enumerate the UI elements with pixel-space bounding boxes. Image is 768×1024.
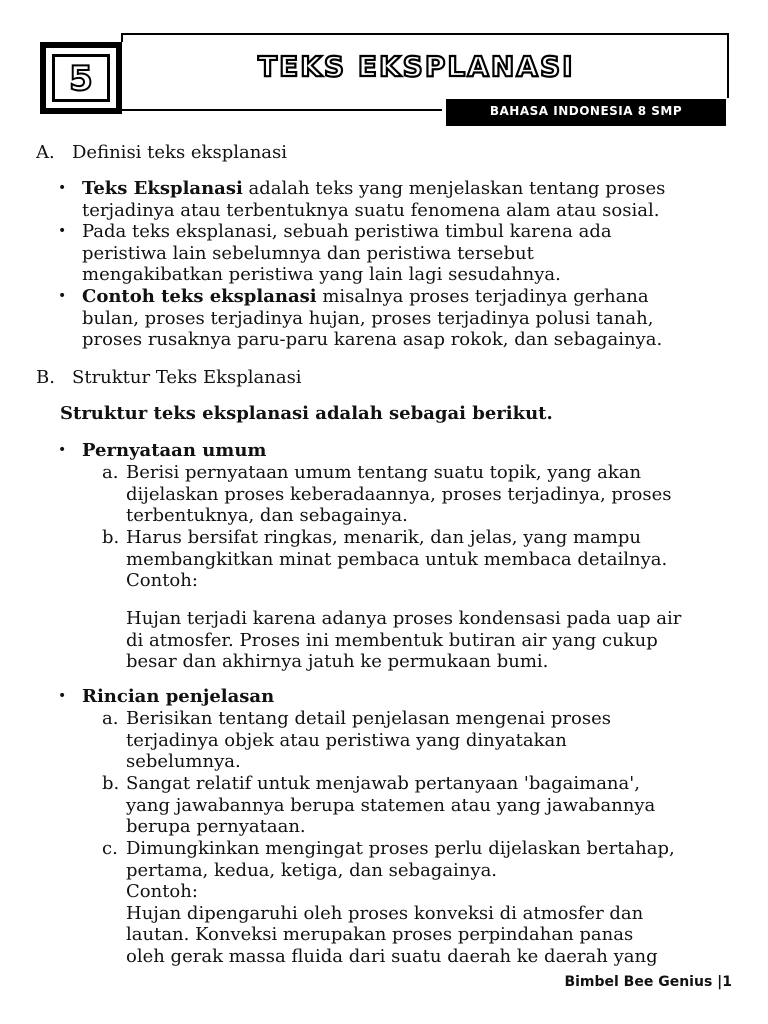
text-line: pertama, kedua, ketiga, dan sebagainya. bbox=[126, 859, 498, 881]
text-line: lautan. Konveksi merupakan proses perpindahan panas bbox=[126, 924, 634, 945]
text-line: oleh gerak massa fluida dari suatu daerah ke daerah yang bbox=[126, 945, 658, 967]
bullet: • bbox=[58, 688, 67, 704]
bullet: • bbox=[58, 180, 67, 196]
section-intro: Struktur teks eksplanasi adalah sebagai berikut. bbox=[60, 403, 553, 424]
text-line: Pada teks eksplanasi, sebuah peristiwa timbul karena ada bbox=[82, 221, 612, 242]
text-line: dijelaskan proses keberadaannya, proses terjadinya, proses bbox=[126, 483, 672, 505]
page-footer: Bimbel Bee Genius |1 bbox=[564, 974, 732, 990]
text-line: besar dan akhirnya jatuh ke permukaan bumi. bbox=[126, 651, 549, 672]
text-line: berupa pernyataan. bbox=[126, 816, 306, 837]
chapter-number-box bbox=[40, 42, 122, 114]
subtitle: BAHASA INDONESIA 8 SMP bbox=[489, 104, 683, 118]
section-title: Definisi teks eksplanasi bbox=[72, 142, 288, 163]
text-line: terjadinya atau terbentuknya suatu fenomena alam atau sosial. bbox=[82, 199, 660, 221]
text-line: Hujan dipengaruhi oleh proses konveksi di atmosfer dan bbox=[126, 902, 644, 924]
item-label: c. bbox=[102, 838, 118, 859]
text-line: misalnya proses terjadinya gerhana bbox=[316, 286, 649, 307]
item-label: a. bbox=[102, 708, 119, 729]
text-line: Contoh: bbox=[126, 570, 198, 591]
text-line: Sangat relatif untuk menjawab pertanyaan 'bagaimana', bbox=[126, 773, 640, 794]
example-paragraph bbox=[126, 608, 742, 673]
text-line: bulan, proses terjadinya hujan, proses terjadinya polusi tanah, bbox=[82, 307, 654, 329]
text-line: terbentuknya, dan sebagainya. bbox=[126, 505, 408, 526]
section-a-heading bbox=[36, 142, 287, 164]
item-label: b. bbox=[102, 773, 120, 794]
subtitle-bar bbox=[446, 99, 726, 126]
text-line: Hujan terjadi karena adanya proses kondensasi pada uap air bbox=[126, 608, 682, 629]
text-line: mengakibatkan peristiwa yang lain lagi sesudahnya. bbox=[82, 264, 561, 285]
page-title: TEKS EKSPLANASI bbox=[258, 50, 575, 83]
bold-term: Teks Eksplanasi bbox=[82, 178, 243, 199]
text-line: Berisikan tentang detail penjelasan mengenai proses bbox=[126, 708, 611, 729]
text-line: yang jawabannya berupa statemen atau yang jawabannya bbox=[126, 794, 656, 816]
item-label: b. bbox=[102, 527, 120, 548]
text-line: proses rusaknya paru-paru karena asap rokok, dan sebagainya. bbox=[82, 329, 663, 350]
bullet: • bbox=[58, 442, 67, 458]
item-label: a. bbox=[102, 462, 119, 483]
text-line: sebelumnya. bbox=[126, 751, 241, 772]
bold-term: Contoh teks eksplanasi bbox=[82, 286, 317, 307]
subsection-title: Rincian penjelasan bbox=[82, 686, 275, 707]
chapter-number: 5 bbox=[69, 59, 93, 99]
section-b-heading bbox=[36, 367, 302, 389]
text-line: adalah teks yang menjelaskan tentang proses bbox=[242, 178, 666, 199]
section-letter: A. bbox=[36, 142, 55, 163]
text-line: membangkitkan minat pembaca untuk membaca detailnya. bbox=[126, 548, 668, 570]
section-title: Struktur Teks Eksplanasi bbox=[72, 367, 302, 388]
text-line: Berisi pernyataan umum tentang suatu topik, yang akan bbox=[126, 462, 642, 483]
bullet: • bbox=[58, 223, 67, 239]
text-line: peristiwa lain sebelumnya dan peristiwa tersebut bbox=[82, 242, 534, 264]
text-line: Contoh: bbox=[126, 881, 198, 902]
text-line: Dimungkinkan mengingat proses perlu dijelaskan bertahap, bbox=[126, 838, 675, 859]
subsection-title: Pernyataan umum bbox=[82, 440, 267, 461]
section-letter: B. bbox=[36, 367, 55, 388]
text-line: Harus bersifat ringkas, menarik, dan jelas, yang mampu bbox=[126, 527, 641, 548]
text-line: di atmosfer. Proses ini membentuk butiran air yang cukup bbox=[126, 629, 658, 651]
text-line: terjadinya objek atau peristiwa yang dinyatakan bbox=[126, 729, 567, 751]
bullet: • bbox=[58, 288, 67, 304]
